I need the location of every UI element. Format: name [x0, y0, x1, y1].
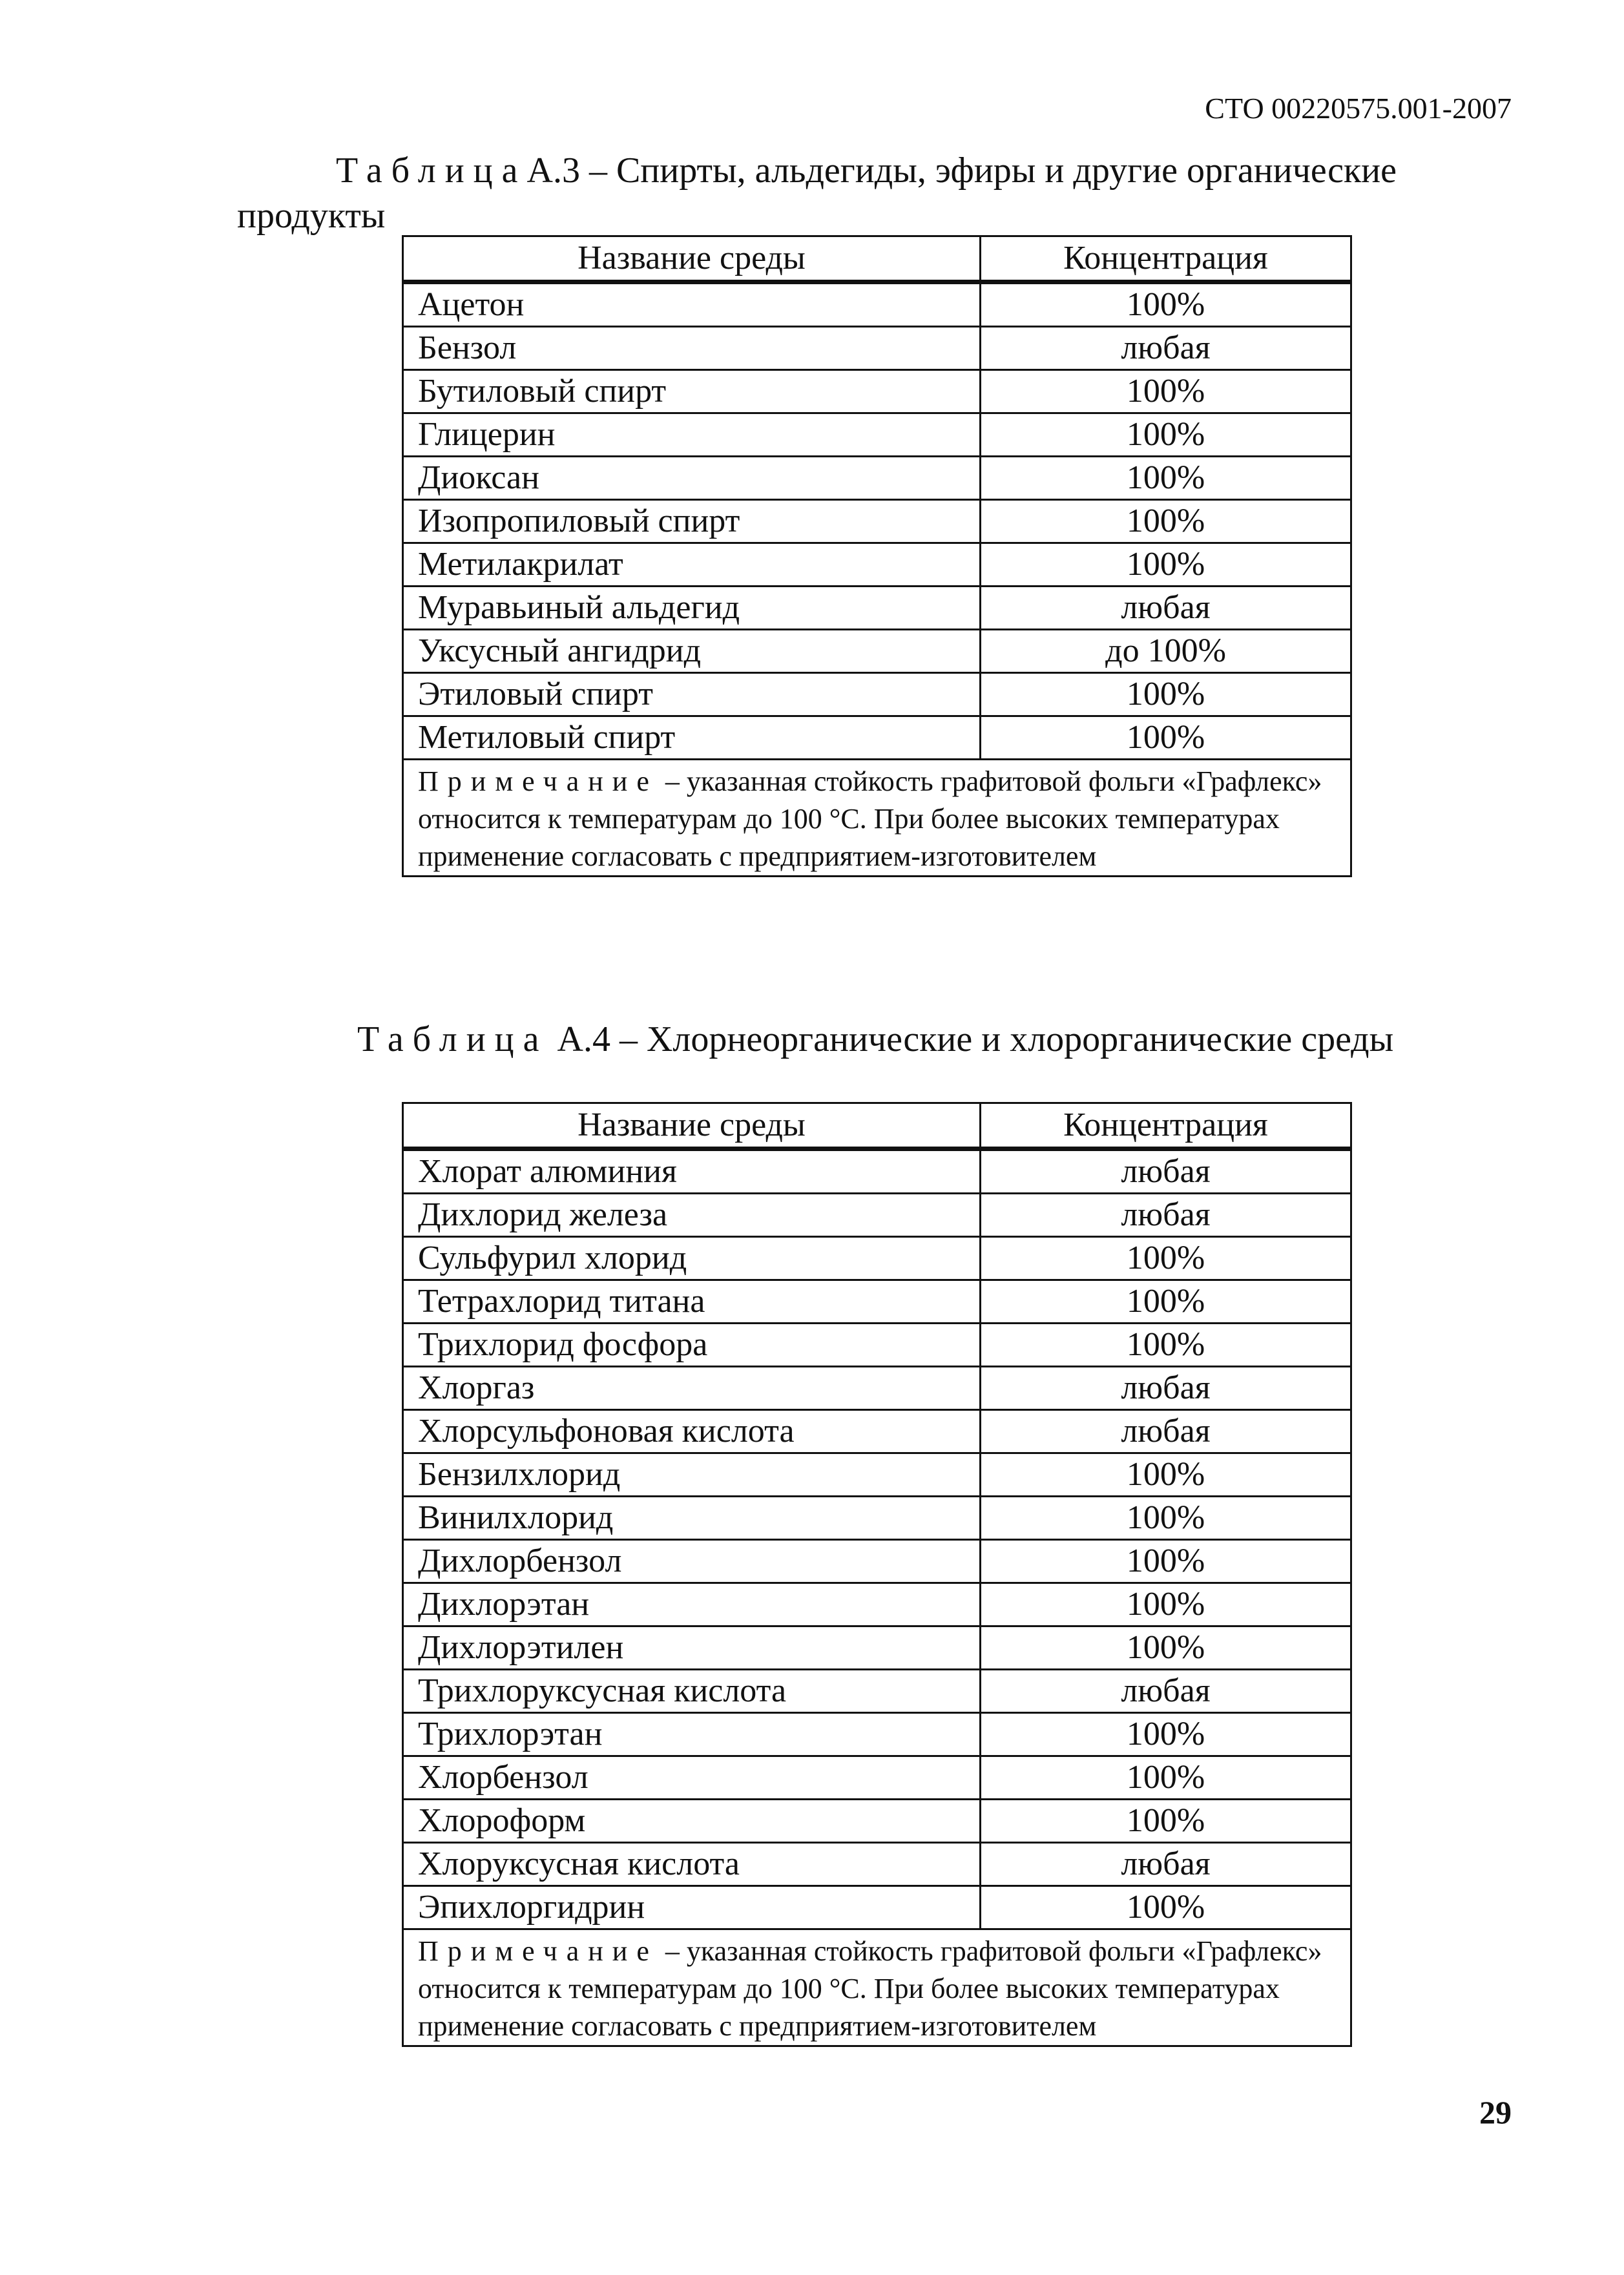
medium-concentration: любая [981, 1149, 1351, 1194]
table-row [403, 1540, 1351, 1583]
medium-concentration: 100% [981, 1800, 1351, 1843]
medium-name: Муравьиный альдегид [403, 587, 981, 630]
table-row [403, 673, 1351, 716]
table-row [403, 543, 1351, 587]
table-a3-caption-continuation: продукты [237, 196, 386, 236]
medium-name: Этиловый спирт [403, 673, 981, 716]
medium-name: Бензилхлорид [403, 1453, 981, 1497]
medium-concentration: 100% [981, 673, 1351, 716]
column-header-name: Название среды [403, 236, 981, 282]
medium-name: Хлороформ [403, 1800, 981, 1843]
medium-name: Бутиловый спирт [403, 370, 981, 413]
medium-concentration: 100% [981, 370, 1351, 413]
medium-name: Тетрахлорид титана [403, 1280, 981, 1324]
medium-concentration: любая [981, 587, 1351, 630]
medium-name: Трихлорэтан [403, 1713, 981, 1756]
medium-concentration: 100% [981, 1756, 1351, 1800]
medium-name: Дихлорэтан [403, 1583, 981, 1626]
table-row [403, 1843, 1351, 1886]
table-row [403, 1756, 1351, 1800]
table-a4-caption-prefix: Таблица [357, 1019, 548, 1059]
medium-name: Диоксан [403, 457, 981, 500]
medium-concentration: 100% [981, 1237, 1351, 1280]
table-row [403, 1324, 1351, 1367]
table-a3-caption-text: А.3 – Спирты, альдегиды, эфиры и другие органические [526, 151, 1397, 191]
table-row [403, 1149, 1351, 1194]
column-header-concentration: Концентрация [981, 236, 1351, 282]
table-a3-caption-prefix: Таблица [336, 151, 527, 191]
medium-concentration: 100% [981, 282, 1351, 327]
medium-concentration: 100% [981, 500, 1351, 543]
table-header-row [403, 1103, 1351, 1149]
table-row [403, 1800, 1351, 1843]
medium-name: Винилхлорид [403, 1497, 981, 1540]
table-row [403, 1713, 1351, 1756]
table-row [403, 716, 1351, 760]
medium-concentration: 100% [981, 457, 1351, 500]
medium-concentration: 100% [981, 1886, 1351, 1929]
table-row [403, 630, 1351, 673]
table-row [403, 457, 1351, 500]
medium-name: Глицерин [403, 413, 981, 457]
medium-concentration: 100% [981, 1280, 1351, 1324]
table-a4-caption [357, 1017, 1393, 1061]
table-header-row [403, 236, 1351, 282]
medium-name: Уксусный ангидрид [403, 630, 981, 673]
note-prefix: Примечание [418, 765, 658, 797]
table-row [403, 1453, 1351, 1497]
table-a3-caption [336, 149, 1397, 192]
medium-concentration: 100% [981, 1540, 1351, 1583]
medium-concentration: до 100% [981, 630, 1351, 673]
note-text: – указанная стойкость графитовой фольги «Графлекс» относится к температурам до 100 °С. При более высоких температурах применение согласовать с предприятием-изготовителем [418, 1935, 1322, 2042]
table-row [403, 282, 1351, 327]
table-a4-caption-text: А.4 – Хлорнеорганические и хлорорганические среды [557, 1019, 1394, 1059]
medium-name: Ацетон [403, 282, 981, 327]
medium-concentration: любая [981, 1843, 1351, 1886]
medium-concentration: 100% [981, 1713, 1351, 1756]
medium-name: Метилакрилат [403, 543, 981, 587]
table-a3 [402, 235, 1352, 877]
medium-name: Хлоруксусная кислота [403, 1843, 981, 1886]
table-row [403, 327, 1351, 370]
table-row [403, 587, 1351, 630]
medium-concentration: 100% [981, 543, 1351, 587]
note-prefix: Примечание [418, 1935, 658, 1967]
medium-concentration: любая [981, 327, 1351, 370]
medium-name: Хлорбензол [403, 1756, 981, 1800]
page-number: 29 [1479, 2094, 1512, 2130]
medium-name: Дихлорид железа [403, 1194, 981, 1237]
table-a4 [402, 1102, 1352, 2047]
table-note-row [403, 1929, 1351, 2046]
medium-concentration: любая [981, 1670, 1351, 1713]
medium-name: Бензол [403, 327, 981, 370]
medium-name: Метиловый спирт [403, 716, 981, 760]
medium-concentration: 100% [981, 1497, 1351, 1540]
column-header-concentration: Концентрация [981, 1103, 1351, 1149]
table-row [403, 1367, 1351, 1410]
table-row [403, 500, 1351, 543]
medium-concentration: 100% [981, 1626, 1351, 1670]
table-row [403, 413, 1351, 457]
medium-name: Дихлорэтилен [403, 1626, 981, 1670]
medium-name: Сульфурил хлорид [403, 1237, 981, 1280]
table-row [403, 1280, 1351, 1324]
table-note [403, 1929, 1351, 2046]
medium-name: Эпихлоргидрин [403, 1886, 981, 1929]
medium-name: Хлоргаз [403, 1367, 981, 1410]
medium-name: Трихлоруксусная кислота [403, 1670, 981, 1713]
document-code: СТО 00220575.001-2007 [1205, 92, 1512, 125]
table-row [403, 1626, 1351, 1670]
medium-name: Трихлорид фосфора [403, 1324, 981, 1367]
table-row [403, 1194, 1351, 1237]
table-row [403, 1237, 1351, 1280]
medium-concentration: любая [981, 1194, 1351, 1237]
note-text: – указанная стойкость графитовой фольги «Графлекс» относится к температурам до 100 °С. При более высоких температурах применение согласовать с предприятием-изготовителем [418, 765, 1322, 872]
table-note [403, 760, 1351, 877]
medium-name: Хлорат алюминия [403, 1149, 981, 1194]
column-header-name: Название среды [403, 1103, 981, 1149]
table-row [403, 1497, 1351, 1540]
medium-concentration: 100% [981, 1583, 1351, 1626]
medium-name: Дихлорбензол [403, 1540, 981, 1583]
medium-concentration: 100% [981, 1453, 1351, 1497]
table-row [403, 1670, 1351, 1713]
table-row [403, 1886, 1351, 1929]
table-row [403, 370, 1351, 413]
table-row [403, 1410, 1351, 1453]
medium-concentration: 100% [981, 716, 1351, 760]
medium-concentration: любая [981, 1410, 1351, 1453]
medium-concentration: любая [981, 1367, 1351, 1410]
table-row [403, 1583, 1351, 1626]
medium-name: Хлорсульфоновая кислота [403, 1410, 981, 1453]
medium-concentration: 100% [981, 413, 1351, 457]
table-note-row [403, 760, 1351, 877]
medium-name: Изопропиловый спирт [403, 500, 981, 543]
medium-concentration: 100% [981, 1324, 1351, 1367]
